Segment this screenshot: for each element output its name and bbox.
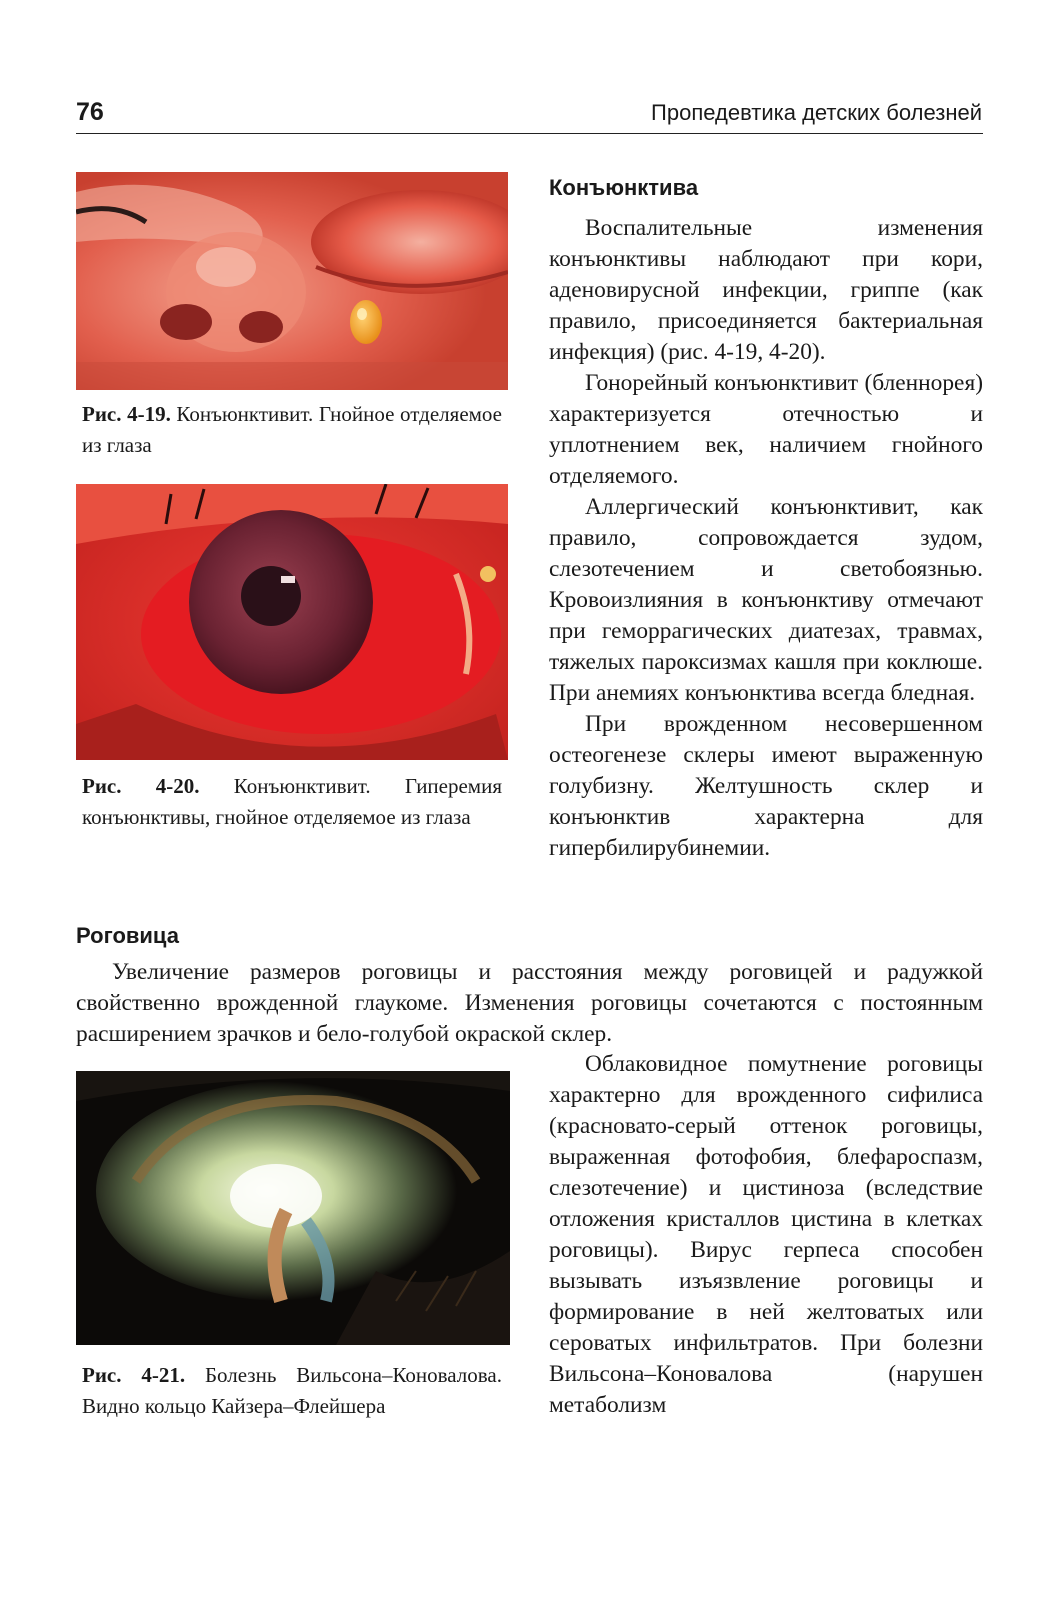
figure-4-19-photo	[76, 172, 508, 390]
paragraph: Гонорейный конъюнктивит (бленнорея) характеризуется отечностью и уплотнением век, наличием гнойного отделяемого.	[549, 370, 983, 489]
paragraph: Аллергический конъюнктивит, как правило, сопровождается зудом, слезотечением и светобоязнью. Кровоизлияния в конъюнктиву отмечают при геморрагических диатезах, травмах, тяжелых пароксизмах кашля при коклюше. При анемиях конъюнктива всегда бледная.	[549, 494, 983, 706]
figure-4-20-photo	[76, 484, 508, 760]
header-divider	[76, 133, 983, 134]
page-number: 76	[76, 98, 104, 126]
figure-4-21-caption	[82, 1360, 502, 1422]
paragraph: Облаковидное помутнение роговицы характерно для врожденного сифилиса (красновато-серый оттенок роговицы, выраженная фотофобия, блефароспазм, слезотечение) и цистиноза (вследствие отложения кристаллов цистина в клетках роговицы). Вирус герпеса способен вызывать изъязвление роговицы и формирование в ней желтоватых или сероватых инфильтратов. При болезни Вильсона–Коновалова (нарушен метаболизм	[549, 1051, 983, 1418]
caption-text: Конъюнктивит. Гнойное отделяемое из глаза	[82, 402, 503, 457]
caption-text: Конъюнктивит. Гиперемия конъюнктивы, гнойное отделяемое из глаза	[82, 774, 502, 829]
section-heading-cornea: Роговица	[76, 923, 179, 948]
paragraph: Воспалительные изменения конъюнктивы наблюдают при кори, аденовирусной инфекции, гриппе (как правило, присоединяется бактериальная инфекция) (рис. 4-19, 4-20).	[549, 215, 983, 365]
figure-4-19-caption	[82, 399, 502, 461]
figure-4-20-caption	[82, 771, 502, 833]
cornea-text	[549, 1049, 983, 1421]
caption-text: Болезнь Вильсона–Коновалова. Видно кольцо Кайзера–Флейшера	[82, 1363, 502, 1418]
paragraph: При врожденном несовершенном остеогенезе склеры имеют выраженную голубизну. Желтушность склер и конъюнктив характерна для гипербилирубинемии.	[549, 711, 983, 861]
section-heading-conjunctiva: Конъюнктива	[549, 175, 699, 200]
caption-label: Рис. 4-19.	[82, 402, 171, 426]
figure-4-21-photo	[76, 1071, 510, 1345]
cornea-intro-text	[76, 957, 983, 1050]
paragraph: Увеличение размеров роговицы и расстояния между роговицей и радужкой свойственно врожденной глаукоме. Изменения роговицы сочетаются с постоянным расширением зрачков и бело-голубой окраской склер.	[76, 959, 983, 1047]
conjunctiva-text	[549, 213, 983, 864]
caption-label: Рис. 4-21.	[82, 1363, 186, 1387]
caption-label: Рис. 4-20.	[82, 774, 200, 798]
running-title: Пропедевтика детских болезней	[651, 100, 982, 125]
